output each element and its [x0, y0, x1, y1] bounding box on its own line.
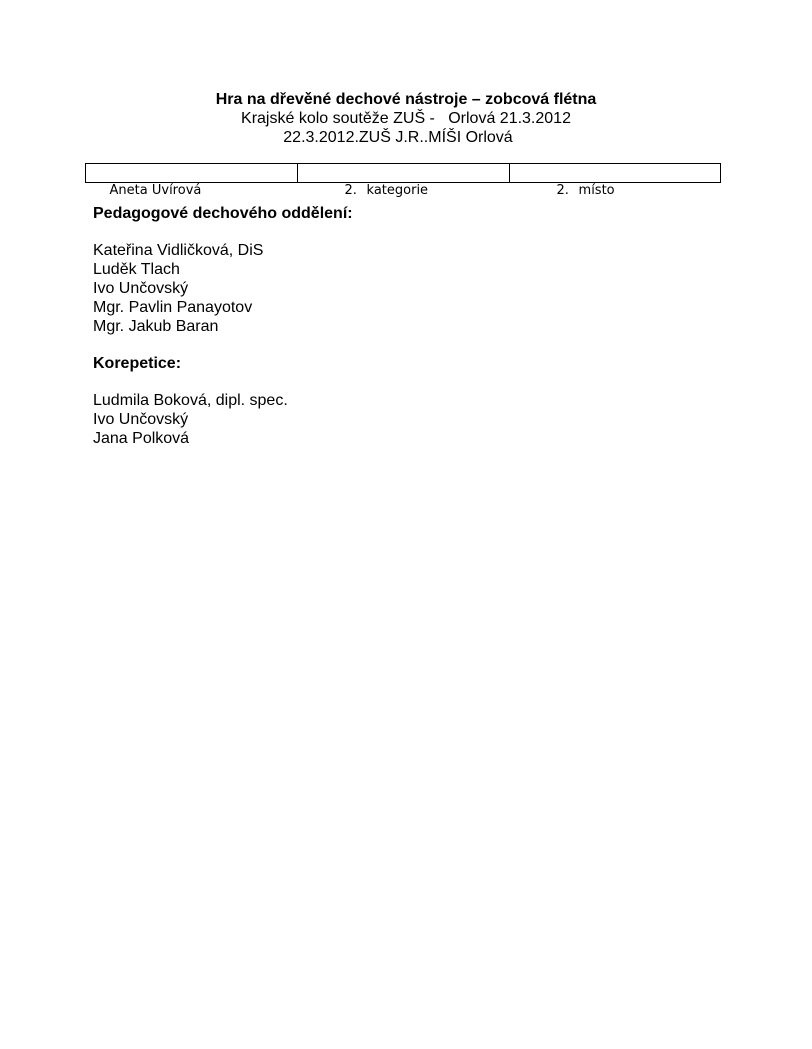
accompanists-list: [93, 391, 353, 448]
place-number: 2.: [556, 183, 569, 198]
accompanist-name: Ivo Unčovský: [93, 411, 189, 428]
accompanist-name: Jana Polková: [93, 430, 190, 447]
result-name-cell: [86, 164, 298, 198]
category-number: 2.: [344, 183, 357, 198]
teacher-name: Kateřina Vidličková, DiS: [93, 242, 264, 259]
category-label: kategorie: [366, 183, 429, 198]
teacher-name: Mgr. Jakub Baran: [93, 318, 219, 335]
teachers-heading: Pedagogové dechového oddělení:: [93, 205, 353, 222]
document-title: Hra na dřevěné dechové nástroje – zobcová flétna: [215, 91, 597, 108]
teacher-name: Mgr. Pavlin Panayotov: [93, 299, 253, 316]
teacher-name: Luděk Tlach: [93, 261, 180, 278]
accompanist-name: Ludmila Boková, dipl. spec.: [93, 392, 288, 409]
result-place-cell: [510, 164, 720, 198]
place-label: místo: [578, 183, 615, 198]
competition-subtitle: Krajské kolo soutěže ZUŠ - Orlová 21.3.2012: [241, 110, 571, 127]
accompanists-heading: Korepetice:: [93, 355, 182, 372]
competition-date-venue: 22.3.2012.ZUŠ J.R..MÍŠI Orlová: [283, 129, 513, 146]
document-body: [93, 204, 353, 448]
result-table: [85, 163, 721, 198]
result-category-cell: [298, 164, 510, 198]
teachers-list: [93, 241, 353, 336]
teacher-name: Ivo Unčovský: [93, 280, 189, 297]
participant-name: Aneta Uvírová: [109, 183, 202, 198]
